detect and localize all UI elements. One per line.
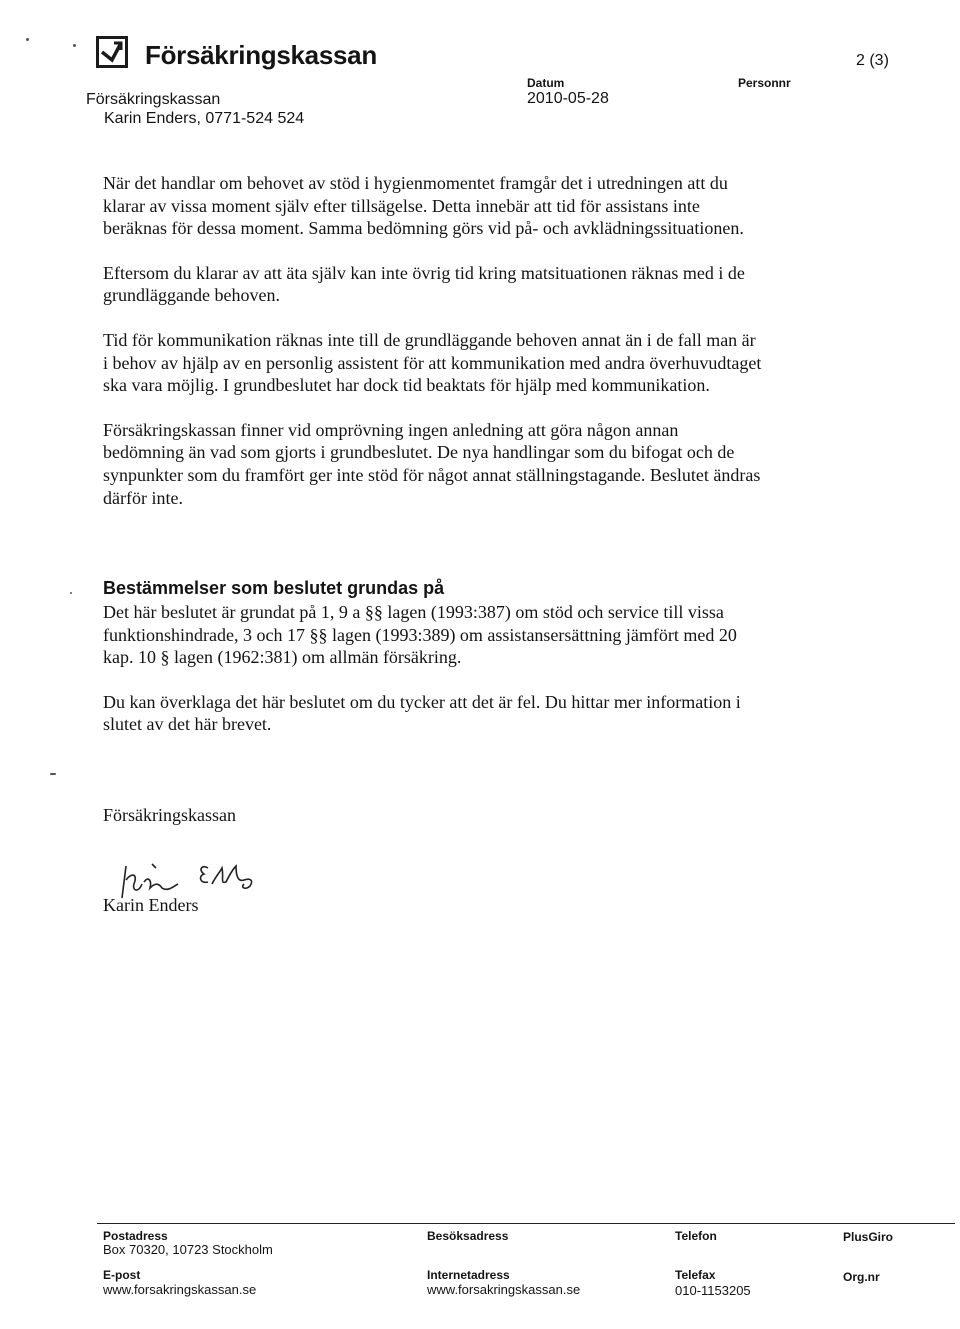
footer-plusgiro-label: PlusGiro [843,1230,894,1244]
signer-name: Karin Enders [103,895,199,915]
logo-mark-icon [99,39,125,65]
sender-organization: Försäkringskassan [86,91,221,108]
scan-speck [73,44,76,47]
signoff: Försäkringskassan [103,805,236,825]
personnr-label: Personnr [738,76,791,90]
footer-telefon-label: Telefon [675,1229,717,1243]
footer-orgnr-label: Org.nr [843,1270,880,1284]
footer-epost-value[interactable]: www.forsakringskassan.se [103,1282,257,1297]
footer-telefax-label: Telefax [675,1268,716,1282]
footer-telefax-value: 010-1153205 [675,1283,751,1298]
date-value: 2010-05-28 [527,90,609,107]
footer-postadress-label: Postadress [103,1229,168,1243]
footer-divider [97,1223,955,1224]
logo-icon [96,36,128,68]
paragraph-appeal-info: Du kan överklaga det här beslutet om du tycker att det är fel. Du hittar mer information i slutet av det här brevet. [103,691,741,735]
footer-epost-label: E-post [103,1268,141,1282]
footer-besoksadress-label: Besöksadress [427,1229,509,1243]
scan-speck [70,592,72,594]
paragraph-hygiene: När det handlar om behovet av stöd i hygienmomentet framgår det i utredningen att du klarar av vissa moment själv efter tillsägelse. Detta innebär att tid för assistans inte beräknas för dessa moment. Samma bedömning görs vid på- och avklädningssituationen. [103,173,744,239]
paragraph-decision: Försäkringskassan finner vid omprövning ingen anledning att göra någon annan bedömning än vad som gjorts i grundbeslutet. De nya handlingar som du bifogat och de synpunkter som du framfört ger inte stöd för något annat ställningstagande. Beslutet ändras därför inte. [103,419,761,508]
letter-body [103,172,763,531]
section-heading: Bestämmelser som beslutet grundas på [103,578,445,598]
date-label: Datum [527,76,565,90]
scan-speck [50,773,56,775]
sender-contact: Karin Enders, 0771-524 524 [104,110,305,127]
paragraph-communication: Tid för kommunikation räknas inte till de grundläggande behoven annat än i de fall man är i behov av hjälp av en personlig assistent för att kommunikation med andra överhuvudtaget ska vara möjlig. I grundbeslutet har dock tid beaktats för hjälp med kommunikation. [103,329,762,396]
scan-speck [26,38,29,41]
footer-internetadress-value[interactable]: www.forsakringskassan.se [427,1282,581,1297]
paragraph-meals: Eftersom du klarar av att äta själv kan inte övrig tid kring matsituationen räknas med i de grundläggande behoven. [103,262,745,306]
footer-internetadress-label: Internetadress [427,1268,510,1282]
brand-name: Försäkringskassan [145,40,377,70]
paragraph-legal-basis: Det här beslutet är grundat på 1, 9 a §§ lagen (1993:387) om stöd och service till vissa funktionshindrade, 3 och 17 §§ lagen (1993:389) om assistansersättning jämfört med 20 kap. 10 § lagen (1962:381) om allmän försäkring. [103,602,737,668]
page-number: 2 (3) [856,52,889,69]
footer-postadress-value: Box 70320, 10723 Stockholm [103,1242,273,1257]
provisions-section [103,601,763,758]
